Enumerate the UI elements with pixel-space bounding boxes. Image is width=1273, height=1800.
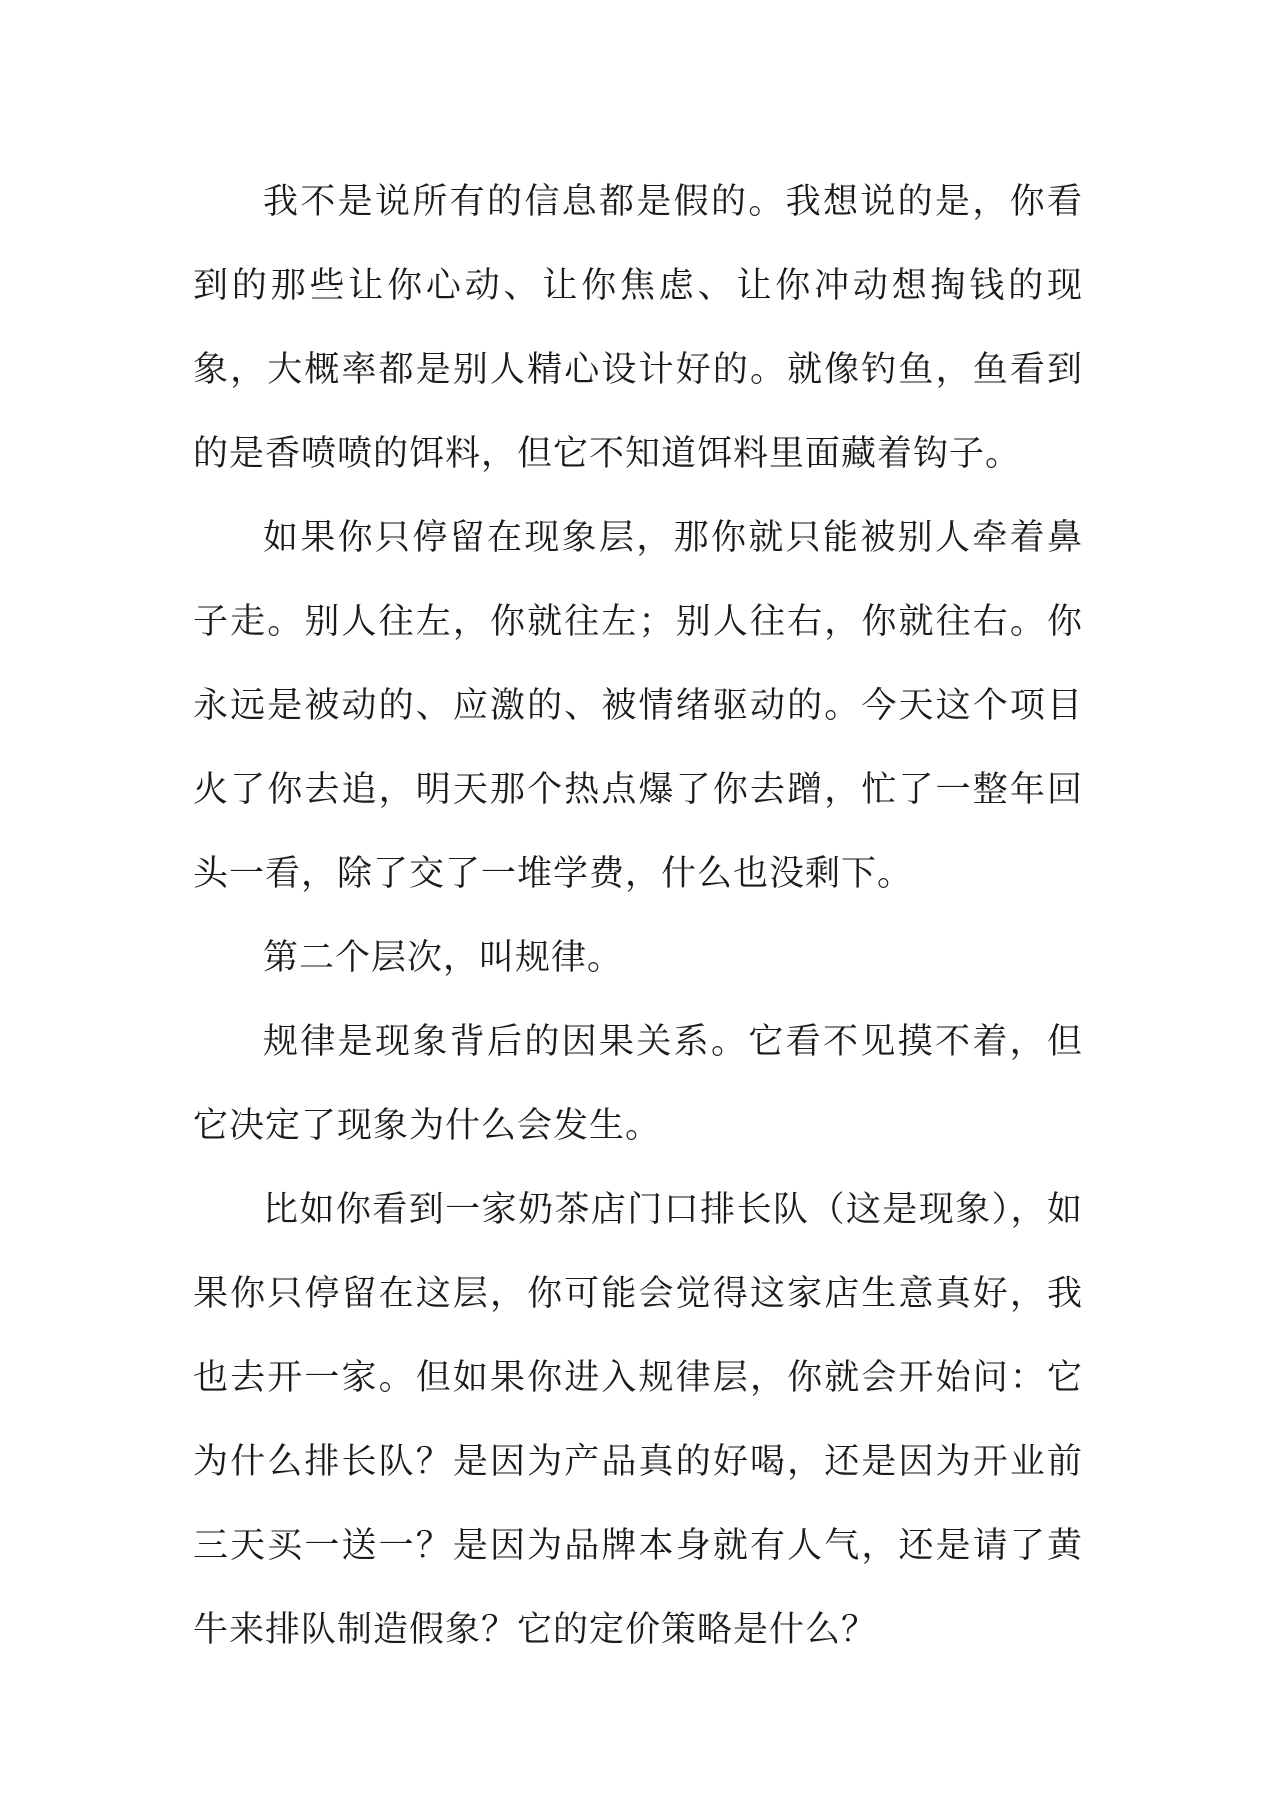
- document-body: [193, 160, 1083, 1672]
- paragraph-4: 规律是现象背后的因果关系。它看不见摸不着，但它决定了现象为什么会发生。: [193, 1022, 1083, 1146]
- paragraph-2: 如果你只停留在现象层，那你就只能被别人牵着鼻子走。别人往左，你就往左；别人往右，你就往右。你永远是被动的、应激的、被情绪驱动的。今天这个项目火了你去追，明天那个热点爆了你去蹭，忙了一整年回头一看，除了交了一堆学费，什么也没剩下。: [193, 518, 1083, 894]
- paragraph-5: 比如你看到一家奶茶店门口排长队（这是现象），如果你只停留在这层，你可能会觉得这家店生意真好，我也去开一家。但如果你进入规律层，你就会开始问：它为什么排长队？是因为产品真的好喝，还是因为开业前三天买一送一？是因为品牌本身就有人气，还是请了黄牛来排队制造假象？它的定价策略是什么？: [193, 1190, 1083, 1650]
- paragraph-3: 第二个层次，叫规律。: [263, 938, 624, 978]
- paragraph-1: 我不是说所有的信息都是假的。我想说的是，你看到的那些让你心动、让你焦虑、让你冲动想掏钱的现象，大概率都是别人精心设计好的。就像钓鱼，鱼看到的是香喷喷的饵料，但它不知道饵料里面藏着钩子。: [193, 182, 1083, 474]
